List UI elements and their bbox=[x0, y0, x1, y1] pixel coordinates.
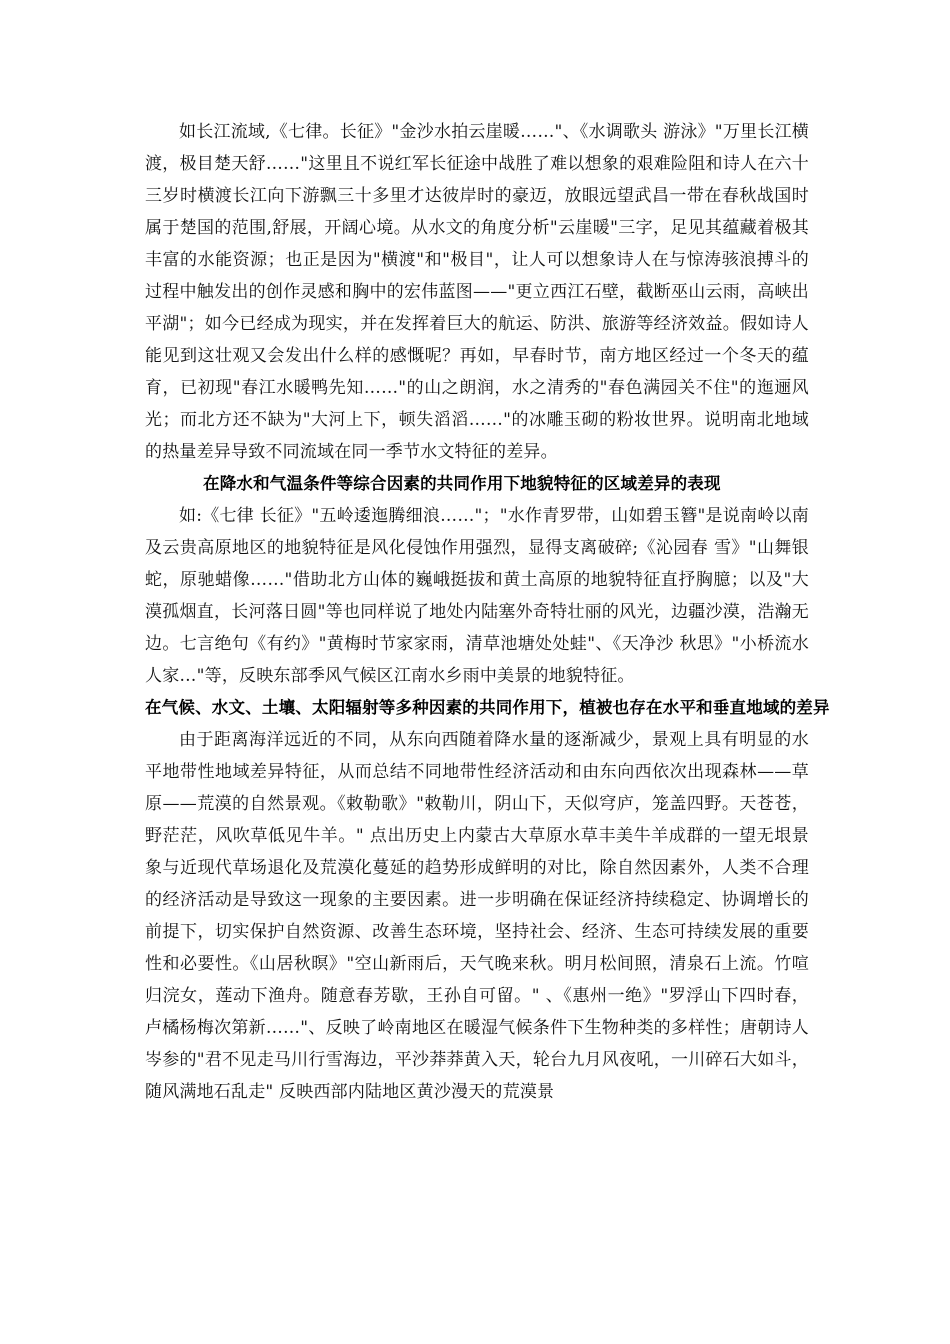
paragraph-landform-examples: 如:《七律 长征》"五岭逶迤腾细浪……"；"水作青罗带，山如碧玉簪"是说南岭以南及云贵高原地区的地貌特征是风化侵蚀作用强烈，显得支离破碎;《沁园春 雪》"山舞银蛇，原驰蜡像……"借助北方山体的巍峨挺拔和黄土高原的地貌特征直抒胸臆；以及"大漠孤烟直，长河落日圆"等也同样说了地处内陆塞外奇特壮丽的风光，边疆沙漠，浩瀚无边。七言绝句《有约》"黄梅时节家家雨，清草池塘处处蛙"、《天净沙 秋思》"小桥流水人家…"等，反映东部季风气候区江南水乡雨中美景的地貌特征。 bbox=[145, 506, 809, 686]
paragraph-vegetation-examples: 由于距离海洋远近的不同，从东向西随着降水量的逐渐减少，景观上具有明显的水平地带性地域差异特征，从而总结不同地带性经济活动和由东向西依次出现森林——草原——荒漠的自然景观。《敕勒歌》"敕勒川，阴山下，天似穹庐，笼盖四野。天苍苍，野茫茫，风吹草低见牛羊。" 点出历史上内蒙古大草原水草丰美牛羊成群的一望无垠景象与近现代草场退化及荒漠化蔓延的趋势形成鲜明的对比，除自然因素外，人类不合理的经济活动是导致这一现象的主要因素。进一步明确在保证经济持续稳定、协调增长的前提下，切实保护自然资源、改善生态环境，坚持社会、经济、生态可持续发展的重要性和必要性。《山居秋暝》"空山新雨后，天气晚来秋。明月松间照，清泉石上流。竹喧归浣女，莲动下渔舟。随意春芳歇，王孙自可留。" 、《惠州一绝》"罗浮山下四时春，卢橘杨梅次第新……"、反映了岭南地区在暖湿气候条件下生物种类的多样性；唐朝诗人岑参的"君不见走马川行雪海边，平沙莽莽黄入天，轮台九月风夜吼，一川碎石大如斗，随风满地石乱走" 反映西部内陆地区黄沙漫天的荒漠景 bbox=[145, 730, 809, 1102]
paragraph-yangtze-hydrology: 如长江流域,《七律。长征》"金沙水拍云崖暖……"、《水调歌头 游泳》"万里长江横渡，极目楚天舒……"这里且不说红军长征途中战胜了难以想象的艰难险阻和诗人在六十三岁时横渡长江向下游飘三十多里才达彼岸时的豪迈，放眼远望武昌一带在春秋战国时属于楚国的范围,舒展，开阔心境。从水文的角度分析"云崖暖"三字，足见其蕴藏着极其丰富的水能资源；也正是因为"横渡"和"极目"，让人可以想象诗人在与惊涛骇浪搏斗的过程中触发出的创作灵感和胸中的宏伟蓝图——"更立西江石壁，截断巫山云雨，高峡出平湖"；如今已经成为现实，并在发挥着巨大的航运、防洪、旅游等经济效益。假如诗人能见到这壮观又会发出什么样的感慨呢？再如，早春时节，南方地区经过一个冬天的蕴育，已初现"春江水暖鸭先知……"的山之朗润，水之清秀的"春色满园关不住"的迤逦风光；而北方还不缺为"大河上下，顿失滔滔……"的冰雕玉砌的粉妆世界。说明南北地域的热量差异导致不同流域在同一季节水文特征的差异。 bbox=[145, 122, 809, 462]
section-heading-vegetation: 在气候、水文、土壤、太阳辐射等多种因素的共同作用下，植被也存在水平和垂直地域的差异 bbox=[145, 698, 830, 717]
document-body bbox=[145, 116, 830, 1108]
section-heading-landform: 在降水和气温条件等综合因素的共同作用下地貌特征的区域差异的表现 bbox=[203, 474, 721, 493]
